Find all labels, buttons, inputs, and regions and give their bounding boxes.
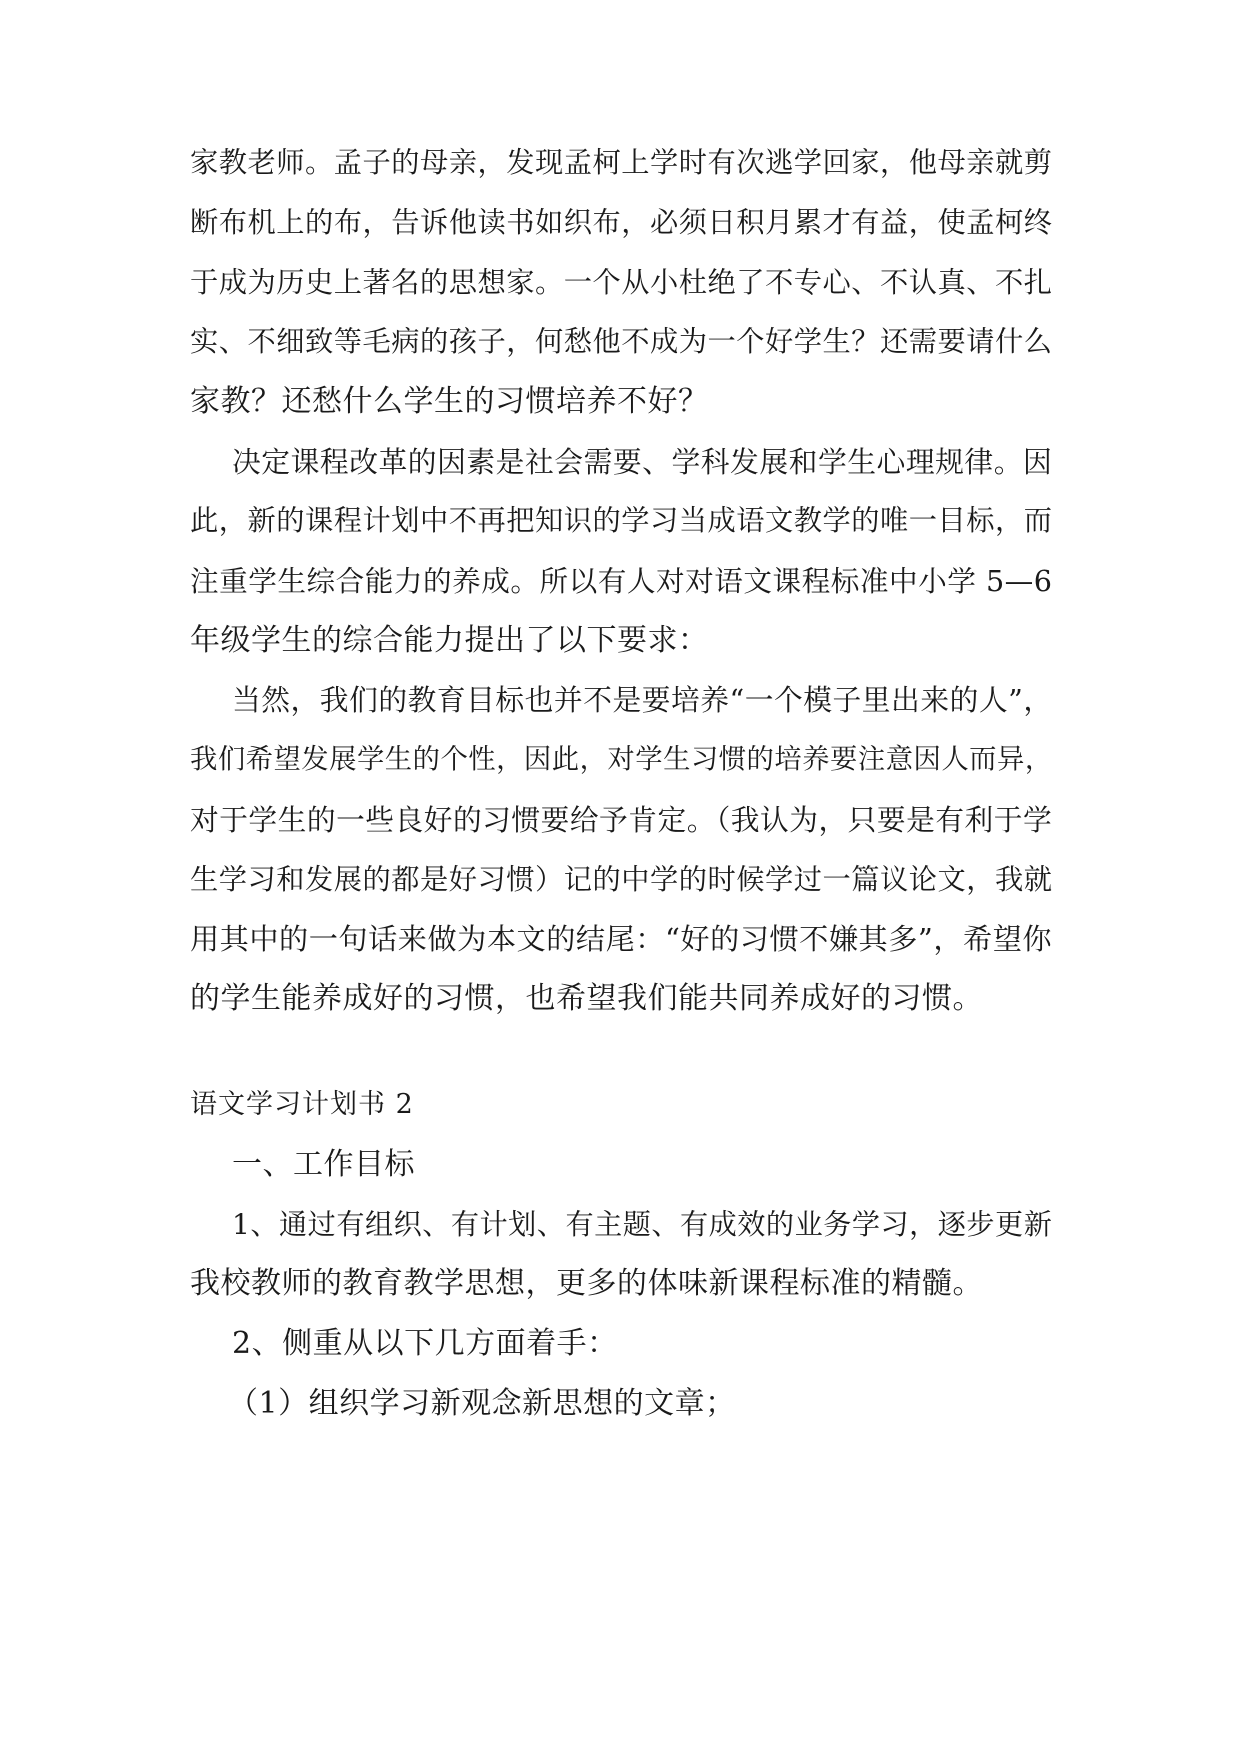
paragraph-3-line-4: 生学习和发展的都是好习惯）记的中学的时候学过一篇议论文，我就	[190, 863, 1053, 896]
section-heading: 一、工作目标	[232, 1147, 415, 1182]
paragraph-2-line-3: 注重学生综合能力的养成。所以有人对对语文课程标准中小学 5—6	[190, 564, 1053, 598]
sub-item-1: （1）组织学习新观念新思想的文章；	[228, 1386, 736, 1421]
paragraph-2-line-2: 此，新的课程计划中不再把知识的学习当成语文教学的唯一目标，而	[190, 504, 1053, 537]
paragraph-1-line-1: 家教老师。孟子的母亲，发现孟柯上学时有次逃学回家，他母亲就剪	[190, 146, 1053, 179]
paragraph-3-line-6: 的学生能养成好的习惯，也希望我们能共同养成好的习惯。	[190, 981, 983, 1016]
paragraph-3-line-1: 当然，我们的教育目标也并不是要培养“一个模子里出来的人”，	[232, 683, 1053, 717]
section-title: 语文学习计划书 2	[190, 1089, 414, 1120]
paragraph-2-line-4: 年级学生的综合能力提出了以下要求：	[190, 623, 709, 658]
paragraph-1-line-5: 家教？还愁什么学生的习惯培养不好？	[190, 384, 709, 419]
paragraph-1-line-4: 实、不细致等毛病的孩子，何愁他不成为一个好学生？还需要请什么	[190, 325, 1053, 358]
paragraph-1-line-2: 断布机上的布，告诉他读书如织布，必须日积月累才有益，使孟柯终	[190, 206, 1053, 239]
paragraph-2-line-1: 决定课程改革的因素是社会需要、学科发展和学生心理规律。因	[232, 445, 1053, 479]
paragraph-1-line-3: 于成为历史上著名的思想家。一个从小杜绝了不专心、不认真、不扎	[190, 266, 1053, 299]
item-1-line-2: 我校教师的教育教学思想，更多的体味新课程标准的精髓。	[190, 1266, 983, 1301]
paragraph-3-line-5: 用其中的一句话来做为本文的结尾：“好的习惯不嫌其多”，希望你	[190, 922, 1053, 956]
item-2: 2、侧重从以下几方面着手：	[232, 1326, 618, 1361]
paragraph-3-line-2: 我们希望发展学生的个性，因此，对学生习惯的培养要注意因人而异，	[190, 744, 1053, 775]
item-1-line-1: 1、通过有组织、有计划、有主题、有成效的业务学习，逐步更新	[232, 1208, 1053, 1241]
paragraph-3-line-3: 对于学生的一些良好的习惯要给予肯定。（我认为，只要是有利于学	[190, 803, 1053, 837]
